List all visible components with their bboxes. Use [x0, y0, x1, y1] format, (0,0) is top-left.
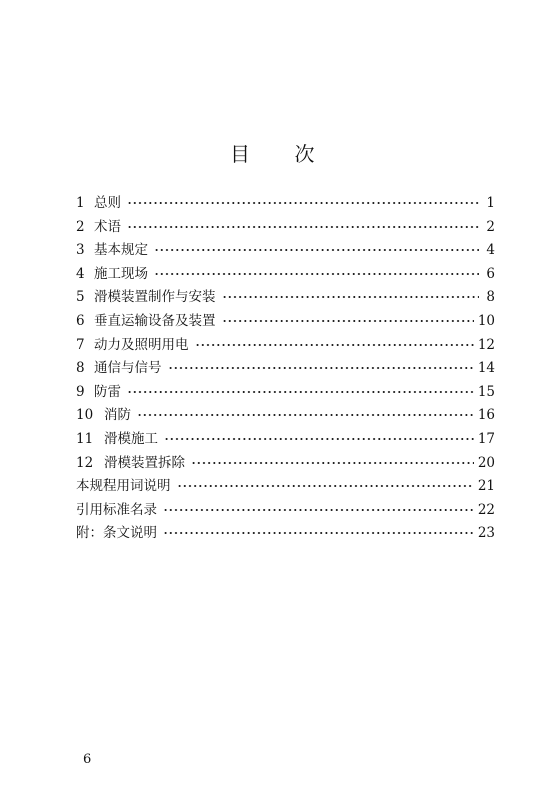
toc-entry-page: 15	[477, 383, 495, 400]
toc-entry-page: 2	[486, 218, 495, 235]
toc-entry[interactable]	[76, 499, 495, 523]
toc-leader-dots	[154, 273, 479, 275]
toc-leader-dots	[163, 509, 474, 511]
toc-leader-dots	[191, 462, 474, 464]
toc-entry-number: 4	[76, 265, 85, 282]
toc-entry[interactable]	[76, 334, 495, 358]
toc-entry-page: 1	[486, 195, 495, 211]
toc-entry-page: 4	[486, 242, 495, 259]
toc-leader-dots	[127, 202, 479, 204]
toc-entry-label: 滑模装置制作与安装	[94, 289, 216, 306]
toc-entry-label: 垂直运输设备及装置	[94, 312, 216, 329]
toc-leader-dots	[164, 438, 474, 440]
toc-title-char-1: 目	[230, 142, 251, 166]
toc-entry[interactable]	[76, 286, 495, 310]
toc-entry-page: 10	[477, 312, 495, 329]
toc-entry-number: 12	[76, 454, 94, 471]
toc-title-char-2: 次	[294, 142, 315, 166]
toc-entry-page: 12	[477, 336, 495, 353]
toc-leader-dots	[154, 249, 479, 251]
toc-entry-label: 滑模施工	[104, 430, 158, 447]
toc-entry-label: 附：条文说明	[76, 525, 157, 542]
toc-entry-number: 5	[76, 289, 85, 306]
toc-entry-number: 10	[76, 407, 94, 424]
toc-entry[interactable]	[76, 522, 495, 546]
toc-entry-label: 术语	[94, 218, 121, 235]
toc-entry-page: 14	[477, 360, 495, 377]
toc-entry-label: 施工现场	[94, 265, 148, 282]
toc-entry-label: 动力及照明用电	[94, 336, 189, 353]
toc-entry[interactable]	[76, 452, 495, 476]
toc-leader-dots	[137, 414, 474, 416]
toc-entry-number: 9	[76, 383, 85, 400]
toc-entry-label: 基本规定	[94, 242, 148, 259]
toc-entry-label: 引用标准名录	[76, 501, 157, 518]
toc-leader-dots	[222, 296, 480, 298]
toc-entry-label: 防雷	[94, 383, 121, 400]
toc-entry-label: 通信与信号	[94, 360, 162, 377]
toc-entry-page: 20	[477, 454, 495, 471]
toc-entry[interactable]	[76, 239, 495, 263]
toc-entry-page: 8	[486, 289, 495, 306]
toc-title	[0, 138, 545, 167]
toc-entry-page: 22	[477, 501, 495, 518]
toc-entry[interactable]	[76, 263, 495, 287]
toc-entry-page: 17	[477, 430, 495, 447]
table-of-contents	[76, 192, 495, 546]
toc-entry[interactable]	[76, 404, 495, 428]
toc-entry-label: 滑模装置拆除	[104, 454, 185, 471]
toc-entry[interactable]	[76, 428, 495, 452]
toc-entry-label: 消防	[104, 407, 131, 424]
toc-entry-number: 6	[76, 312, 85, 329]
toc-entry-number: 11	[76, 430, 94, 447]
toc-entry[interactable]	[76, 192, 495, 216]
toc-entry[interactable]	[76, 216, 495, 240]
toc-entry-number: 3	[76, 242, 85, 259]
toc-entry-number: 7	[76, 336, 85, 353]
toc-leader-dots	[177, 485, 474, 487]
toc-entry-page: 16	[477, 407, 495, 424]
toc-entry[interactable]	[76, 310, 495, 334]
toc-entry[interactable]	[76, 357, 495, 381]
toc-entry-number: 8	[76, 360, 85, 377]
toc-leader-dots	[168, 367, 474, 369]
toc-leader-dots	[127, 391, 474, 393]
toc-entry-number: 2	[76, 218, 85, 235]
toc-leader-dots	[163, 532, 474, 534]
toc-entry[interactable]	[76, 381, 495, 405]
toc-entry-number: 1	[76, 195, 85, 211]
toc-leader-dots	[127, 226, 479, 228]
toc-leader-dots	[222, 320, 474, 322]
toc-entry-page: 23	[477, 525, 495, 542]
toc-leader-dots	[195, 344, 474, 346]
toc-entry[interactable]	[76, 475, 495, 499]
toc-entry-page: 21	[477, 478, 495, 495]
page-number: 6	[83, 752, 92, 767]
toc-entry-label: 总则	[94, 195, 121, 211]
toc-entry-page: 6	[486, 265, 495, 282]
toc-entry-label: 本规程用词说明	[76, 478, 171, 495]
